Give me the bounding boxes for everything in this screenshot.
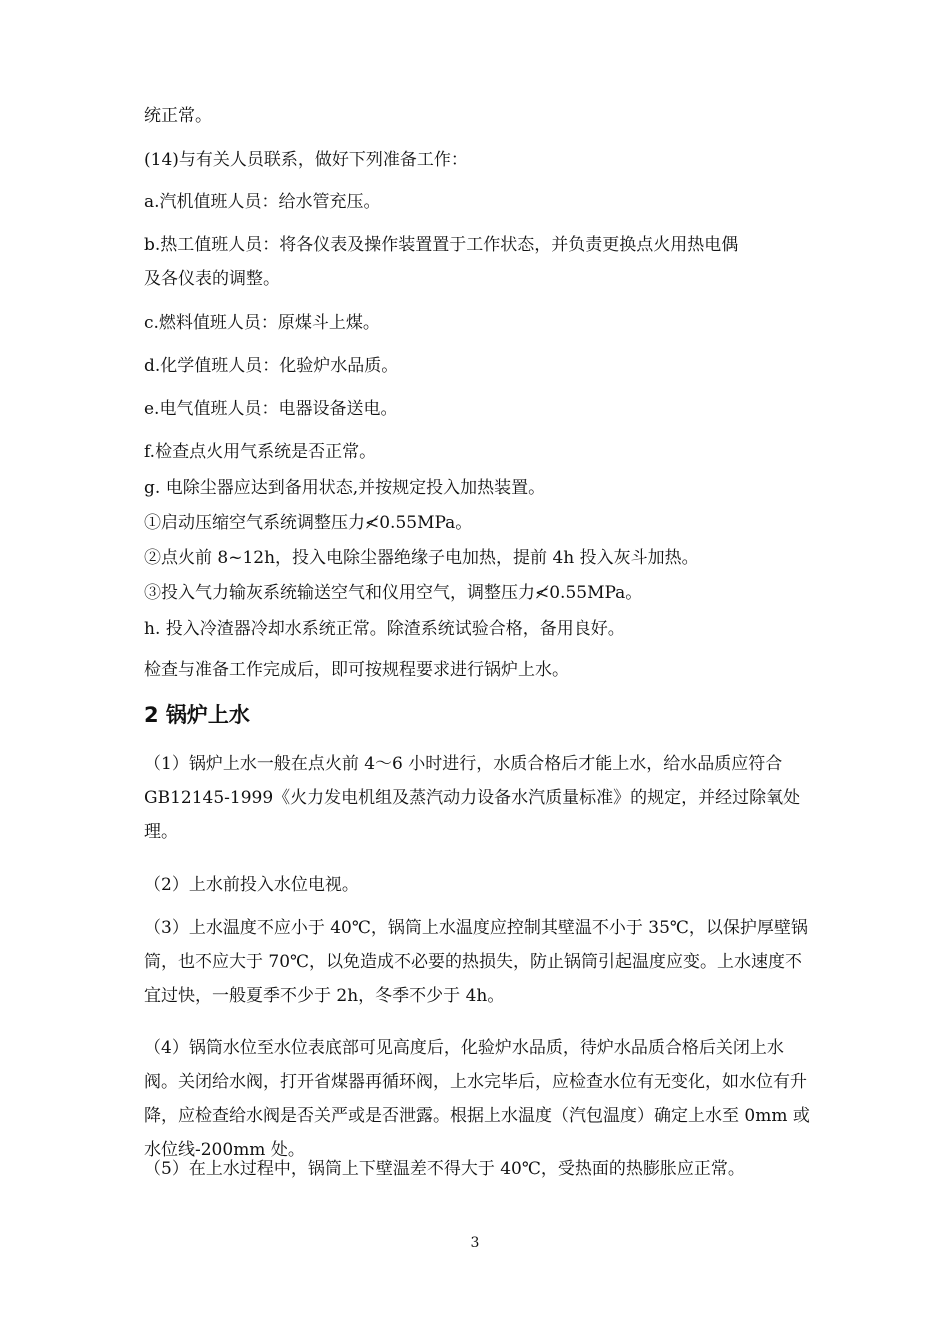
text-line: 及各仪表的调整。 xyxy=(144,269,280,289)
text-line: a.汽机值班人员：给水管充压。 xyxy=(144,192,381,212)
text-line: 检查与准备工作完成后，即可按规程要求进行锅炉上水。 xyxy=(144,660,569,680)
text-line: c.燃料值班人员：原煤斗上煤。 xyxy=(144,313,380,333)
text-line: g. 电除尘器应达到备用状态,并按规定投入加热装置。 xyxy=(144,478,546,498)
text-line: h. 投入冷渣器冷却水系统正常。除渣系统试验合格，备用良好。 xyxy=(144,619,625,639)
section-heading: 2 锅炉上水 xyxy=(144,703,250,727)
text-line: ③投入气力输灰系统输送空气和仪用空气，调整压力≮0.55MPa。 xyxy=(144,583,643,603)
paragraph: （2）上水前投入水位电视。 xyxy=(144,875,359,895)
page-number: 3 xyxy=(470,1235,480,1251)
text-line: d.化学值班人员：化验炉水品质。 xyxy=(144,356,399,376)
text-line: b.热工值班人员：将各仪表及操作装置置于工作状态，并负责更换点火用热电偶 xyxy=(144,235,739,255)
text-line: ②点火前 8~12h，投入电除尘器绝缘子电加热，提前 4h 投入灰斗加热。 xyxy=(144,548,699,568)
text-line: 统正常。 xyxy=(144,106,212,126)
text-line: ①启动压缩空气系统调整压力≮0.55MPa。 xyxy=(144,513,473,533)
text-line: e.电气值班人员：电器设备送电。 xyxy=(144,399,398,419)
text-line: (14)与有关人员联系，做好下列准备工作： xyxy=(144,150,468,170)
paragraph: （1）锅炉上水一般在点火前 4～6 小时进行，水质合格后才能上水，给水品质应符合 GB12145-1999《火力发电机组及蒸汽动力设备水汽质量标准》的规定，并经过除氧处理。 xyxy=(144,754,801,842)
text-line: f.检查点火用气系统是否正常。 xyxy=(144,442,377,462)
paragraph: （3）上水温度不应小于 40℃，锅筒上水温度应控制其壁温不小于 35℃，以保护厚壁锅筒，也不应大于 70℃，以免造成不必要的热损失，防止锅筒引起温度应变。上水速度不宜过快，一般夏季不少于 2h，冬季不少于 4h。 xyxy=(144,918,808,1006)
paragraph: （4）锅筒水位至水位表底部可见高度后，化验炉水品质，待炉水品质合格后关闭上水阀。关闭给水阀，打开省煤器再循环阀，上水完毕后，应检查水位有无变化，如水位有升降，应检查给水阀是否关严或是否泄露。根据上水温度（汽包温度）确定上水至 0mm 或水位线-200mm 处。 xyxy=(144,1038,810,1160)
paragraph: （5）在上水过程中，锅筒上下壁温差不得大于 40℃，受热面的热膨胀应正常。 xyxy=(144,1159,745,1179)
